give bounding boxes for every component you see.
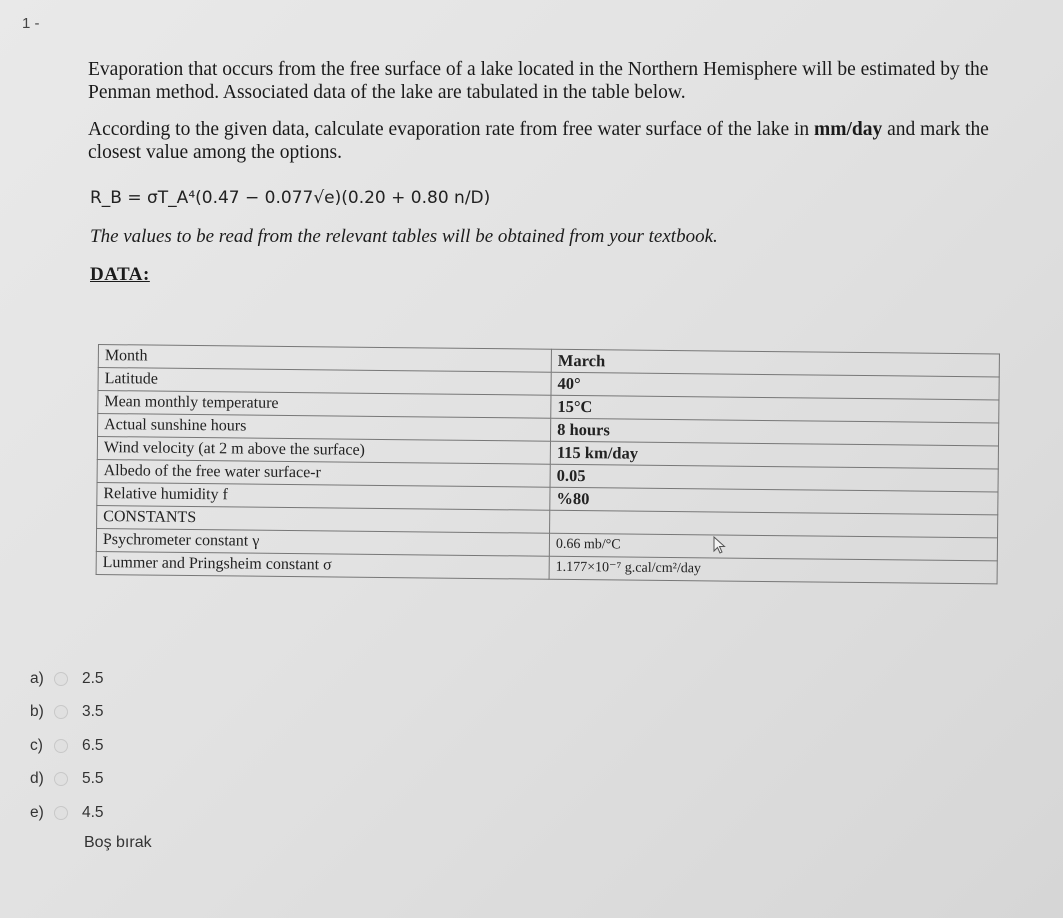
question-instruction	[88, 118, 1028, 164]
option-letter: c)	[30, 736, 43, 754]
row-label: Relative humidity f	[97, 482, 550, 510]
row-value: 8 hours	[551, 418, 999, 446]
option-b[interactable]	[30, 696, 104, 730]
option-value[interactable]: 2.5	[82, 669, 104, 687]
row-value: 0.05	[550, 464, 998, 492]
question-body	[88, 58, 1028, 304]
radio-button[interactable]	[54, 739, 68, 753]
penman-formula: R_B = σT_A⁴(0.47 − 0.077√e)(0.20 + 0.80 n/D)	[90, 188, 491, 208]
textbook-note: The values to be read from the relevant tables will be obtained from your textbook.	[90, 226, 718, 247]
row-label: Wind velocity (at 2 m above the surface)	[97, 437, 550, 465]
instruction-unit: mm/day	[814, 119, 883, 140]
option-e[interactable]	[30, 796, 104, 830]
option-c[interactable]	[30, 729, 104, 763]
row-value: 1.177×10⁻⁷ g.cal/cm²/day	[549, 556, 997, 584]
radio-button[interactable]	[54, 806, 68, 820]
option-letter: e)	[30, 803, 44, 821]
row-label: Psychrometer constant γ	[96, 528, 549, 556]
row-label: CONSTANTS	[97, 505, 550, 533]
row-label: Latitude	[98, 368, 551, 396]
option-letter: a)	[30, 669, 44, 687]
answer-options	[30, 662, 104, 830]
question-intro: Evaporation that occurs from the free surface of a lake located in the Northern Hemisphere will be estimated by the Penman method. Associated data of the lake are tabulated in the table below.	[88, 59, 989, 103]
data-heading: DATA:	[90, 264, 150, 285]
option-letter: d)	[30, 770, 44, 788]
option-value[interactable]: 6.5	[82, 736, 104, 754]
lake-data-table	[96, 344, 1000, 584]
row-value: March	[551, 349, 999, 377]
skip-answer-link[interactable]: Boş bırak	[84, 834, 152, 851]
row-value: %80	[550, 487, 998, 515]
instruction-end: and mark the closest value among the options.	[88, 119, 989, 163]
option-value[interactable]: 3.5	[82, 703, 104, 721]
option-a[interactable]	[30, 662, 104, 696]
row-label: Albedo of the free water surface-r	[97, 459, 550, 487]
row-label: Month	[98, 345, 551, 373]
row-value: 0.66 mb/°C	[549, 533, 997, 561]
radio-button[interactable]	[54, 672, 68, 686]
radio-button[interactable]	[54, 705, 68, 719]
row-value: 40°	[551, 372, 999, 400]
instruction-text: According to the given data, calculate evaporation rate from free water surface of the lake in	[88, 119, 810, 140]
option-d[interactable]	[30, 763, 104, 797]
row-value: 115 km/day	[550, 441, 998, 469]
mouse-pointer-icon	[712, 536, 728, 554]
option-value[interactable]: 4.5	[82, 803, 104, 821]
row-label: Actual sunshine hours	[98, 414, 551, 442]
question-number: 1 -	[22, 15, 40, 32]
option-value[interactable]: 5.5	[82, 770, 104, 788]
radio-button[interactable]	[54, 772, 68, 786]
option-letter: b)	[30, 703, 44, 721]
row-value: 15°C	[551, 395, 999, 423]
row-label: Mean monthly temperature	[98, 391, 551, 419]
row-label: Lummer and Pringsheim constant σ	[96, 551, 549, 579]
